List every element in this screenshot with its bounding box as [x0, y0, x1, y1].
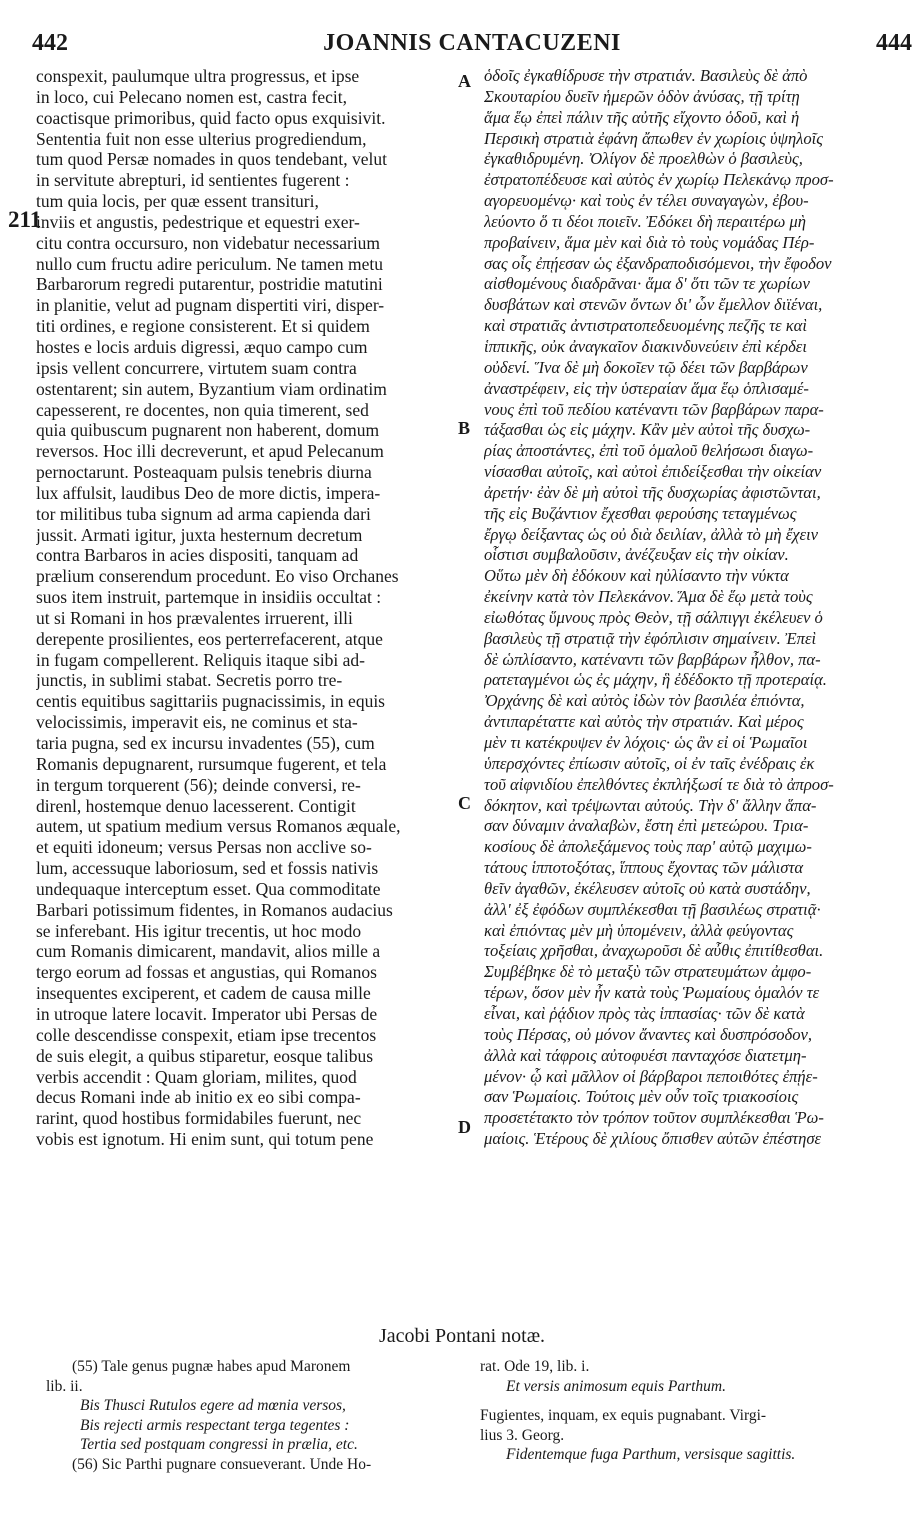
latin-text-line: insequentes exciperent, et cadem de causa mille: [36, 983, 371, 1004]
greek-text-line: τοὺς Πέρσας, οὐ μόνον ἄναντες καὶ δυσπρόσοδον,: [484, 1024, 813, 1044]
note-line: lius 3. Georg.: [480, 1426, 565, 1444]
greek-text-line: ρίας ἀποστάντες, ἐπὶ τοῦ ὁμαλοῦ θελήσωσι διαγω-: [484, 441, 814, 461]
greek-text-line: τάτους ἱπποτοξότας, ἵππους ἔχοντας τῶν μάλιστα: [484, 858, 804, 878]
greek-text-line: τοῦ αἰφνιδίου ἐπελθόντες ἐκπλήξωσί τε διὰ τὸ ἀπροσ-: [484, 774, 834, 794]
latin-text-line: junctis, in sublimi stabat. Secretis porro tre-: [36, 670, 343, 691]
note-line: Bis rejecti armis respectant terga tegentes :: [80, 1416, 350, 1434]
greek-text-line: τάξασθαι ὡς εἰς μάχην. Κἂν μὲν αὐτοὶ τῆς δυσχω-: [484, 420, 811, 440]
greek-text-line: μαίοις. Ἑτέρους δὲ χιλίους ὄπισθεν αὐτῶν ἐπέστησε: [484, 1129, 822, 1149]
latin-text-line: in servitute abrepturi, id sentientes fugerent :: [36, 170, 350, 191]
greek-text-line: ἀναστρέφειν, εἰς τὴν ὑστεραίαν ἅμα ἕῳ ὁπλισαμέ-: [484, 378, 809, 398]
greek-text-line: ἀντιπαρέταττε καὶ αὐτὸς τὴν στρατιάν. Καὶ μέρος: [484, 712, 804, 732]
greek-text-line: νους ἐπὶ τοῦ πεδίου κατέναντι τῶν βαρβάρων παρα-: [484, 399, 824, 419]
latin-text-line: rarint, quod hostibus formidabiles fuerunt, nec: [36, 1108, 362, 1129]
latin-text-line: cum Romanis dimicarent, mandavit, alios mille a: [36, 941, 381, 962]
latin-text-line: verbis accendit : Quam gloriam, milites, quod: [36, 1066, 357, 1087]
latin-text-line: prælium conserendum procedunt. Eo viso Orchanes: [36, 566, 399, 587]
greek-text-line: μένον· ᾧ καὶ μᾶλλον οἱ βάρβαροι πεποιθότες ἐπῄε-: [484, 1066, 818, 1086]
latin-text-line: conspexit, paulumque ultra progressus, et ipse: [36, 66, 360, 86]
latin-text-line: hostes e locis arduis digressi, æquo campo cum: [36, 336, 368, 357]
latin-text-line: decus Romani inde ab initio ex eo sibi compa-: [36, 1087, 361, 1108]
note-line: Fugientes, inquam, ex equis pugnabant. Virgi-: [480, 1407, 767, 1424]
latin-text-line: in fugam compellerent. Reliquis itaque sibi ad-: [36, 649, 366, 670]
latin-text-line: velocissimis, imperavit eis, ne cominus et sta-: [36, 712, 358, 733]
greek-text-line: αγορευομένῳ· καὶ τοὺς ἐν τέλει συναγαγὼν, ἐβου-: [484, 191, 809, 211]
latin-text-line: Barbarorum regredi putarentur, postridie matutini: [36, 274, 383, 295]
greek-text-line: εἶναι, καὶ ῥᾴδιον πρὸς τὰς ἱππασίας· τῶν δὲ κατὰ: [484, 1003, 805, 1023]
greek-text-column: [484, 66, 906, 1150]
greek-text-line: ἀρετήν· ἐὰν δὲ μὴ αὐτοὶ τῆς δυσχωρίας ἀφιστῶνται,: [484, 482, 821, 502]
greek-text-line: κοσίους δὲ ἀπολεξάμενος τοὺς παρ' αὐτῷ μαχιμω-: [484, 837, 812, 857]
latin-text-line: autem, ut spatium medium versus Romanos æquale,: [36, 816, 401, 837]
note-line: Fidentemque fuga Parthum, versisque sagittis.: [506, 1446, 796, 1463]
latin-text-line: citu contra occursuro, non videbatur necessarium: [36, 232, 381, 253]
greek-text-line: ἐστρατοπέδευσε καὶ αὐτὸς ἐν χωρίῳ Πελεκάνῳ προσ-: [484, 170, 834, 190]
greek-text-line: τοξείαις χρῆσθαι, ἀναχωροῦσι δὲ αὖθις ἐπιτίθεσθαι.: [484, 941, 824, 961]
latin-text-line: Romanis depugnarent, rursumque fugerent, et tela: [36, 753, 387, 774]
greek-text-line: Σκουταρίου δυεῖν ἡμερῶν ὁδὸν ἀνύσας, τῇ τρίτῃ: [484, 86, 800, 106]
greek-text-line: ρατεταγμένοι ὡς ἐς μάχην, ἣ ἐδέδοκτο τῇ προτεραίᾳ.: [484, 670, 827, 690]
latin-text-line: tor militibus tuba signum ad arma capienda dari: [36, 503, 371, 524]
greek-text-line: οὐδενί. Ἵνα δὲ μὴ δοκοῖεν τῷ δέει τῶν βαρβάρων: [484, 357, 808, 377]
latin-text-line: pernoctarunt. Posteaquam pulsis tenebris diurna: [36, 462, 372, 483]
section-marker-c: C: [458, 793, 471, 813]
latin-text-line: direnl, hostemque denuo lacesserent. Contigit: [36, 795, 356, 816]
greek-text-line: τέρων, ὅσον μὲν ἦν κατὰ τοὺς Ῥωμαίους ὁμαλόν τε: [484, 983, 820, 1003]
greek-text-line: προσετέτακτο τὸν τρόπον τοῦτον συμπλέκεσθαι Ῥω-: [484, 1108, 824, 1128]
greek-text-line: ἅμα ἕῳ ἐπεὶ πάλιν τῆς αὐτῆς εἴχοντο ὁδοῦ, καὶ ἡ: [484, 107, 800, 127]
greek-text-line: ὑπερσχόντες ἐπίωσιν αὐτοῖς, οἱ ἐν ταῖς ἐνέδραις ἐκ: [484, 753, 815, 773]
latin-text-line: quia quibuscum pugnarent non haberent, domum: [36, 420, 380, 441]
section-marker-d: D: [458, 1117, 471, 1137]
note-line: rat. Ode 19, lib. i.: [480, 1358, 590, 1375]
latin-text-line: in utroque latere locavit. Imperator ubi Persas de: [36, 1003, 378, 1024]
latin-text-line: in tergum torquerent (56); deinde conversi, re-: [36, 774, 361, 795]
note-line: (55) Tale genus pugnæ habes apud Maronem: [72, 1358, 351, 1375]
greek-text-line: εἰωθότας ὕμνους πρὸς Θεὸν, τῇ σάλπιγγι ἐκέλευεν ὁ: [484, 607, 823, 627]
latin-text-line: Barbari potissimum fidentes, in Romanos audacius: [36, 899, 393, 920]
greek-text-line: οἷστισι συμβαλοῦσιν, ἀνέζευξαν εἰς τὴν οἰκίαν.: [484, 545, 789, 565]
greek-text-line: νίσασθαι αὐτοῖς, καὶ αὐτοὶ ἐπιδείξεσθαι τὴν οἰκείαν: [484, 462, 822, 482]
latin-text-line: ut si Romani in hos prævalentes irruerent, illi: [36, 607, 353, 628]
latin-text-line: tum quod Persæ nomades in quos tendebant, velut: [36, 149, 387, 170]
latin-text-line: in planitie, velut ad pugnam dispertiti viri, disper-: [36, 295, 385, 316]
greek-text-line: ἀλλὰ καὶ τάφροις αὐτοφυέσι πανταχόσε διατετμη-: [484, 1045, 807, 1065]
latin-text-column: [36, 66, 456, 1150]
greek-text-line: αἰσθομένους διαδρᾶναι· ἅμα δ' ὅτι τῶν τε χωρίων: [484, 274, 810, 294]
note-line: lib. ii.: [46, 1377, 83, 1395]
margin-page-mark: 211: [8, 207, 42, 232]
latin-text-line: lux affulsit, laudibus Deo de more dictis, impera-: [36, 482, 381, 503]
latin-text-line: Sententia fuit non esse ulterius progrediendum,: [36, 128, 367, 149]
latin-text-line: derepente prosilientes, eos perterrefacerent, atque: [36, 628, 383, 649]
latin-text-line: ostentarent; sin autem, Byzantium viam ordinatim: [36, 378, 387, 399]
greek-text-line: ἐκείνην κατὰ τὸν Πελεκάνον. Ἅμα δὲ ἕῳ μετὰ τοὺς: [484, 587, 813, 607]
greek-text-line: δὲ ὡπλίσαντο, κατέναντι τῶν βαρβάρων ἦλθον, πα-: [484, 649, 821, 669]
greek-text-line: δόκητον, καὶ τρέψωνται αὐτούς. Τὴν δ' ἄλλην ἅπα-: [484, 795, 817, 815]
greek-text-line: βασιλεὺς τῇ στρατιᾷ τὴν ἐφόπλισιν σημαίνειν. Ἐπεὶ: [484, 628, 817, 648]
latin-text-line: titi ordines, e regione consisterent. Et si quidem: [36, 316, 370, 337]
greek-text-line: προβαίνειν, ἅμα μὲν καὶ διὰ τὸ τοὺς νομάδας Πέρ-: [484, 232, 815, 252]
latin-text-line: centis equitibus sagittariis pugnacissimis, in equis: [36, 691, 385, 712]
latin-text-line: vobis est ignotum. Hi enim sunt, qui totum pene: [36, 1129, 374, 1150]
latin-text-line: undequaque interceptum esset. Qua commoditate: [36, 878, 381, 899]
latin-text-line: se inferebant. His igitur trecentis, ut hoc modo: [36, 920, 362, 941]
greek-text-line: ὁδοῖς ἐγκαθίδρυσε τὴν στρατιάν. Βασιλεὺς δὲ ἀπὸ: [484, 66, 808, 85]
greek-text-line: σαν δύναμιν ἀναλαβὼν, ἔστη ἐπὶ μετεώρου. Τρια-: [484, 816, 809, 836]
note-line: (56) Sic Parthi pugnare consueverant. Unde Ho-: [72, 1455, 372, 1473]
greek-text-line: δυσβάτων καὶ στενῶν ὄντων δι' ὧν ἔμελλον διϊέναι,: [484, 295, 823, 315]
latin-text-line: contra Barbaros in acies dispositi, tanquam ad: [36, 545, 359, 566]
greek-text-line: καὶ στρατιᾶς ἀντιστρατοπεδευομένης πεζῆς τε καὶ: [484, 316, 807, 336]
latin-text-line: coactisque primoribus, quid facto opus exquisivit.: [36, 107, 386, 128]
greek-text-line: σας οἷς ἐπῄεσαν ὡς ἐξανδραποδισόμενοι, τὴν ἔφοδον: [484, 253, 832, 273]
section-marker-a: A: [458, 71, 471, 91]
running-header: [32, 30, 912, 60]
latin-text-line: nullo cum fructu adire periculum. Ne tamen metu: [36, 253, 383, 274]
greek-text-line: Οὕτω μὲν δὴ ἐδόκουν καὶ ηὐλίσαντο τὴν νύκτα: [484, 566, 789, 586]
latin-text-line: lum, accessuque laboriosum, sed et fossis nativis: [36, 858, 379, 879]
greek-text-line: σαν Ῥωμαίοις. Τούτοις μὲν οὖν τοῖς τριακοσίοις: [484, 1087, 799, 1107]
latin-text-line: suos item instruit, partemque in insidiis occultat :: [36, 587, 382, 608]
latin-text-line: capesserent, re docentes, non quia timerent, sed: [36, 399, 369, 420]
greek-text-line: Περσικὴ στρατιὰ ἐφάνη ἄπωθεν ἐν χωρίοις ὑψηλοῖς: [484, 128, 824, 148]
latin-text-line: et equiti idoneum; versus Persas non acclive so-: [36, 837, 372, 858]
greek-text-line: καὶ ἐπιόντας μὲν μὴ ὑπομένειν, ἀλλὰ φεύγοντας: [484, 920, 794, 940]
greek-text-line: ἀλλ' ἐξ ἐφόδων συμπλέκεσθαι τῇ βασιλέως στρατιᾷ·: [484, 899, 821, 919]
latin-text-line: de suis elegit, a quibus stiparetur, eosque talibus: [36, 1045, 374, 1066]
latin-text-line: colle descendisse conspexit, etiam ipse trecentos: [36, 1024, 377, 1045]
latin-text-line: tergo eorum ad fossas et angustias, qui Romanos: [36, 962, 377, 983]
notes-title: Jacobi Pontani notæ.: [378, 1325, 546, 1347]
note-line: Et versis animosum equis Parthum.: [506, 1377, 727, 1395]
section-marker-b: B: [458, 418, 471, 438]
latin-text-line: reversos. Hoc illi decreverunt, et apud Pelecanum: [36, 441, 384, 462]
page-number-left: 442: [32, 30, 68, 56]
notes-right-column: [480, 1357, 900, 1465]
greek-text-line: ἐγκαθιδρυμένη. Ὀλίγον δὲ προελθὼν ὁ βασιλεὺς,: [484, 149, 803, 169]
greek-text-line: τῆς εἰς Βυζάντιον ἔχεσθαι φερούσης τεταγμένως: [484, 503, 797, 523]
note-line: Tertia sed postquam congressi in prælia, etc.: [80, 1436, 358, 1453]
notes-left-column: [46, 1357, 471, 1474]
greek-text-line: μὲν τι κατέκρυψεν ἐν λόχοις· ὡς ἂν εἰ οἱ Ῥωμαῖοι: [484, 733, 808, 752]
running-title: JOANNIS CANTACUZENI: [323, 30, 621, 56]
latin-text-line: jussit. Armati igitur, juxta hesternum decretum: [36, 524, 363, 545]
latin-text-line: taria pugna, sed ex incursu invadentes (55), cum: [36, 733, 375, 753]
greek-text-line: ἱππικῆς, οὐκ ἀναγκαῖον διακινδυνεύειν ἐπὶ κέρδει: [484, 336, 807, 356]
latin-text-line: ipsis vellent concurrere, virtutem suam contra: [36, 357, 357, 378]
greek-text-line: Συμβέβηκε δὲ τὸ μεταξὺ τῶν στρατευμάτων ἀμφο-: [484, 962, 812, 982]
note-line: Bis Thusci Rutulos egere ad mœnia versos,: [80, 1397, 346, 1414]
greek-text-line: Ὀρχάνης δὲ καὶ αὐτὸς ἰδὼν τὸν βασιλέα ἐπιόντα,: [484, 691, 805, 711]
latin-text-line: tum quia locis, per quæ essent transituri,: [36, 191, 319, 212]
latin-text-line: in loco, cui Pelecano nomen est, castra fecit,: [36, 86, 347, 107]
page-number-right: 444: [876, 30, 912, 56]
greek-text-line: λεύοντο ὅ τι δέοι ποιεῖν. Ἐδόκει δὴ περαιτέρω μὴ: [484, 211, 806, 231]
greek-text-line: ἔργῳ δείξαντας ὡς οὐ διὰ δειλίαν, ἀλλὰ τὸ μὴ ἔχειν: [484, 524, 819, 544]
greek-text-line: θεῖν ἀγαθῶν, ἐκέλευσεν αὐτοῖς οὐ κατὰ συστάδην,: [484, 878, 811, 898]
latin-text-line: inviis et angustis, pedestrique et equestri exer-: [36, 211, 360, 232]
